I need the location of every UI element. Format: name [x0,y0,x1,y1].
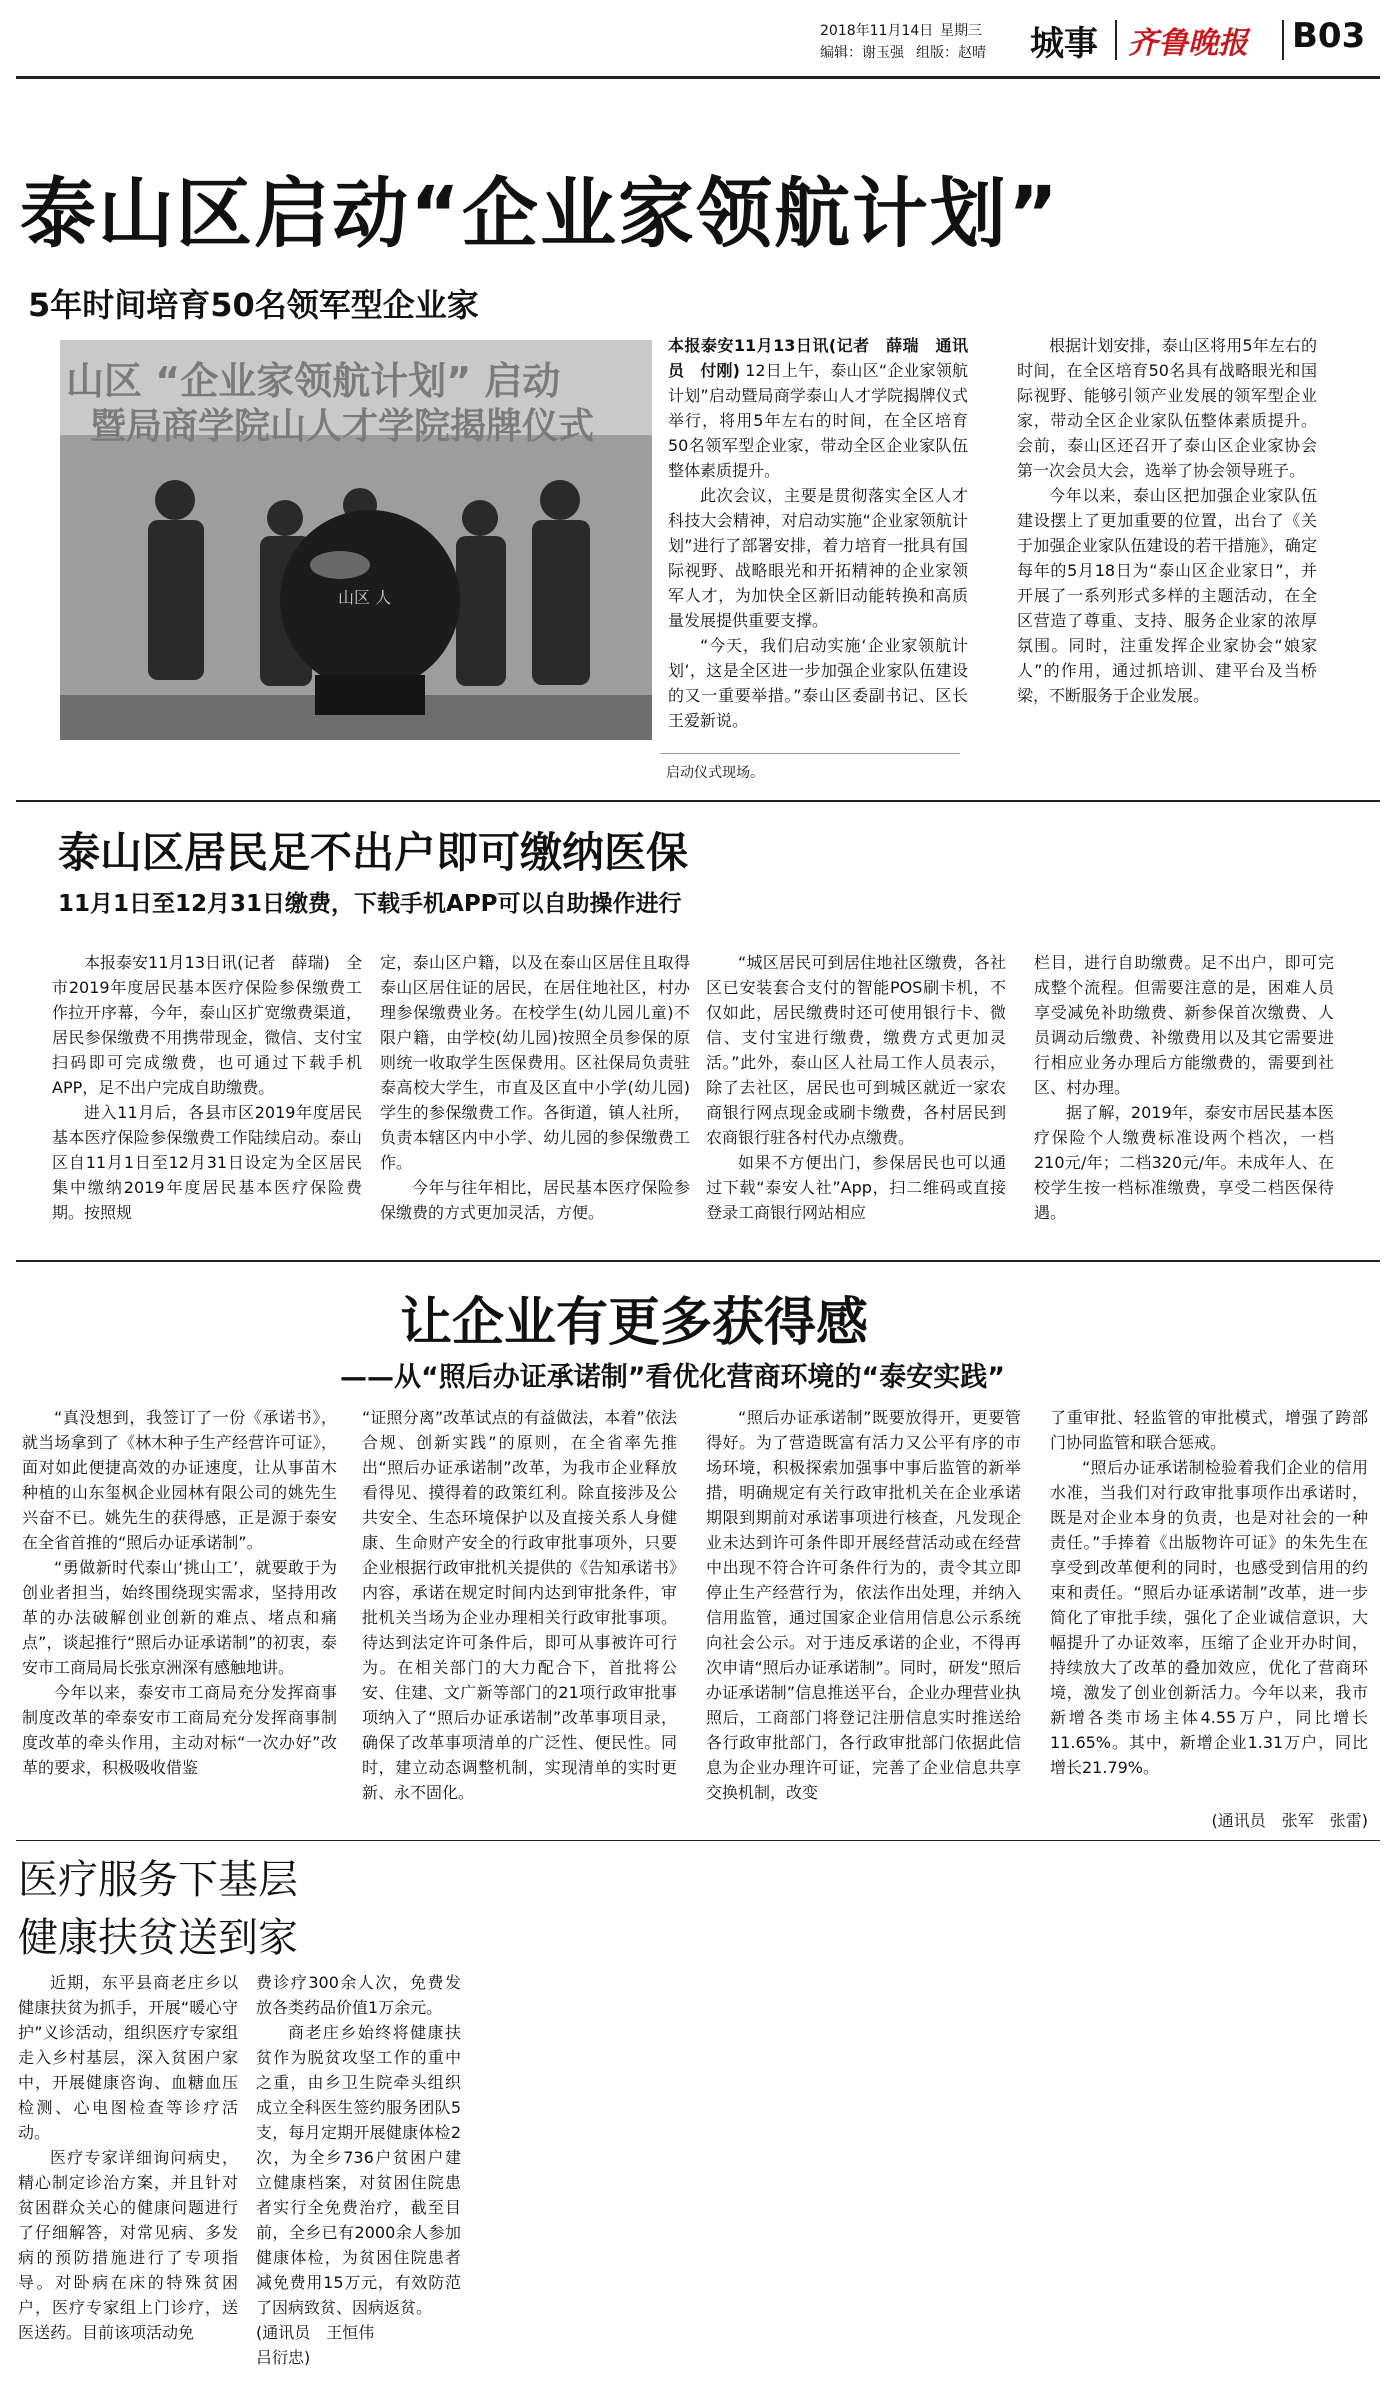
photo-caption: 启动仪式现场。 [666,765,764,781]
article3-subhead: ——从“照后办证承诺制”看优化营商环境的“泰安实践” [340,1362,1005,1393]
designer-credit: 组版：赵晴 [916,45,986,61]
article1-paragraph: 根据计划安排，泰山区将用5年左右的时间，在全区培育50名具有战略眼光和国际视野、能够引领产业发展的领军型企业家，带动全区企业家队伍整体素质提升。会前，泰山区还召开了泰山区企业家协会第一次会员大会，选举了协会领导班子。 [1017,336,1317,480]
article4-credit [256,2320,461,2370]
article2-paragraph: “城区居民可到居住地社区缴费，各社区已安装套合支付的智能POS刷卡机，不仅如此，居民缴费时还可使用银行卡、微信、支付宝进行缴费，缴费方式更加灵活。”此外，泰山区人社局工作人员表示，除了去社区，居民也可到城区就近一家农商银行网点现金或刷卡缴费，各村居民到农商银行驻各村代办点缴费。 [706,953,1006,1147]
article1-paragraph: 今年以来，泰山区把加强企业家队伍建设摆上了更加重要的位置，出台了《关于加强企业家队伍建设的若干措施》，确定每年的5月18日为“泰山区企业家日”，并开展了一系列形式多样的主题活动，在全区营造了尊重、支持、服务企业家的浓厚氛围。同时，注重发挥企业家协会“娘家人”的作用，通过抓培训、建平台及当桥梁，不断服务于企业发展。 [1017,486,1317,705]
article2-column-1 [52,950,362,1285]
article3-column-3 [706,1405,1021,1825]
masthead-divider [1115,20,1117,60]
article3-headline: 让企业有更多获得感 [400,1293,869,1353]
masthead-divider-2 [1282,20,1284,60]
section-rule-3 [16,1840,1380,1841]
article3-credit: (通讯员 张军 张雷) [1211,1811,1368,1830]
article2-column-3 [706,950,1006,1285]
article2-paragraph: 据了解，2019年，泰安市居民基本医疗保险个人缴费标准设两个档次，一档210元/年；二档320元/年。未成年人、在校学生按一档标准缴费，享受二档医保待遇。 [1034,1103,1334,1222]
article2-paragraph: 进入11月后，各县市区2019年度居民基本医疗保险参保缴费工作陆续启动。泰山区自11月1日至12月31日设定为全区居民集中缴纳2019年度居民基本医疗保险费期。按照规 [52,1103,362,1222]
section-rule-2 [16,1260,1380,1262]
section-name: 城事 [1030,24,1098,64]
article1-byline: 本报泰安11月13日讯(记者 薛瑞 通讯员 付刚) [668,336,968,380]
article4-paragraph: 近期，东平县商老庄乡以健康扶贫为抓手，开展“暖心守护”义诊活动，组织医疗专家组走入乡村基层，深入贫困户家中，开展健康咨询、血糖血压检测、心电图检查等诊疗活动。 [18,1973,238,2142]
article3-column-1 [22,1405,337,1825]
article1-column-2 [1017,333,1317,738]
article2-column-2 [380,950,690,1285]
article3-paragraph: “照后办证承诺制”既要放得开，更要管得好。为了营造既富有活力又公平有序的市场环境，积极探索加强事中事后监管的新举措，明确规定有关行政审批机关在企业承诺期限到期前对承诺事项进行核查，凡发现企业未达到许可条件即开展经营活动或在经营中出现不符合许可条件行为的，责令其立即停止生产经营行为，依法作出处理，并纳入信用监管，通过国家企业信用信息公示系统向社会公示。对于违反承诺的企业，不得再次申请“照后办证承诺制”。同时，研发“照后办证承诺制”信息推送平台，企业办理营业执照后，工商部门将登记注册信息实时推送给各行政审批部门，各行政审批部门依据此信息为企业办理许可证，完善了企业信息共享交换机制，改变 [706,1408,1021,1802]
article1-column-1 [668,333,968,738]
article3-paragraph: 了重审批、轻监管的审批模式，增强了跨部门协同监管和联合惩戒。 [1050,1408,1368,1452]
article1-paragraph: 12日上午，泰山区“企业家领航计划”启动暨局商学泰山人才学院揭牌仪式举行，将用5年左右的时间，在全区培育50名领军型企业家，带动全区企业家队伍整体素质提升。 [668,361,968,480]
photo-banner-line1: 山区 “企业家领航计划” 启动 [66,359,561,403]
article4-paragraph: 医疗专家详细询问病史，精心制定诊治方案，并且针对贫困群众关心的健康问题进行了仔细解答，对常见病、多发病的预防措施进行了专项指导。对卧病在床的特殊贫困户，医疗专家组上门诊疗，送医送药。目前该项活动免 [18,2148,238,2342]
article4-credit-line1: (通讯员 王恒伟 [256,2323,375,2342]
article3-paragraph: “照后办证承诺制检验着我们企业的信用水准，当我们对行政审批事项作出承诺时，既是对企业本身的负责，也是对社会的一种责任。”手捧着《出版物许可证》的朱先生在享受到改革便利的同时，也感受到信用的约束和责任。“照后办证承诺制”改革，进一步简化了审批手续，强化了企业诚信意识，大幅提升了办证效率，压缩了企业开办时间，持续放大了改革的叠加效应，优化了营商环境，激发了创业创新活力。今年以来，我市新增各类市场主体4.55万户，同比增长11.65%。其中，新增企业1.31万户，同比增长21.79%。 [1050,1458,1368,1777]
article3-column-4 [1050,1405,1368,1800]
caption-rule [660,753,960,754]
section-rule-1 [16,800,1380,802]
article3-column-2 [362,1405,677,1825]
issue-date: 2018年11月14日 [820,23,934,39]
article2-paragraph: 定，泰山区户籍，以及在泰山区居住且取得泰山区居住证的居民，在居住地社区，村办理参保缴费业务。在校学生(幼儿园儿童)不限户籍，由学校(幼儿园)按照全员参保的原则统一收取学生医保费用。区社保局负责驻泰高校大学生，市直及区直中小学(幼儿园)学生的参保缴费工作。各街道，镇人社所，负责本辖区内中小学、幼儿园的参保缴费工作。 [380,953,690,1172]
page-number: B03 [1292,16,1366,56]
article1-paragraph: 此次会议，主要是贯彻落实全区人才科技大会精神，对启动实施“企业家领航计划”进行了部署安排，着力培育一批具有国际视野、战略眼光和开拓精神的企业家领军人才，为加快全区新旧动能转换和高质量发展提供重要支撑。 [668,486,968,630]
article1-subhead: 5年时间培育50名领军型企业家 [28,286,479,324]
article3-paragraph: “证照分离”改革试点的有益做法，本着”依法合规、创新实践”的原则，在全省率先推出“照后办证承诺制”改革，为我市企业释放看得见、摸得着的政策红利。除直接涉及公共安全、生态环境保护以及直接关系人身健康、生命财产安全的行政审批事项外，只要企业根据行政审批机关提供的《告知承诺书》内容，承诺在规定时间内达到审批条件，审批机关当场为企业办理相关行政审批事项。待达到法定许可条件后，即可从事被许可行为。在相关部门的大力配合下，首批将公安、住建、文广新等部门的21项行政审批事项纳入了“照后办证承诺制”改革事项目录，确保了改革事项清单的广泛性、便民性。同时，建立动态调整机制，实现清单的实时更新、永不固化。 [362,1408,677,1802]
article3-paragraph: “真没想到，我签订了一份《承诺书》，就当场拿到了《林木种子生产经营许可证》，面对如此便捷高效的办证速度，让从事苗木种植的山东玺枫企业园林有限公司的姚先生兴奋不已。姚先生的获得感，正是源于泰安在全省首推的“照后办证承诺制”。 [22,1408,337,1552]
article4-column-2 [256,1970,461,2370]
article1-photo [60,340,652,740]
article2-paragraph: 如果不方便出门，参保居民也可以通过下载“泰安人社”App，扫二维码或直接登录工商银行网站相应 [706,1153,1006,1222]
article4-headline-line2: 健康扶贫送到家 [18,1915,298,1961]
masthead-rule [16,76,1380,79]
article2-headline: 泰山区居民足不出户即可缴纳医保 [58,828,689,877]
photo-ball-text: 山区 人 [338,588,392,607]
article3-paragraph: “勇做新时代泰山‘挑山工’，就要敢于为创业者担当，始终围绕现实需求，坚持用改革的办法破解创业创新的难点、堵点和痛点”，谈起推行“照后办证承诺制”的初衷，泰安市工商局局长张京洲深有感触地讲。 [22,1558,337,1677]
issue-weekday: 星期三 [940,23,982,39]
article1-headline: 泰山区启动“企业家领航计划” [20,169,1060,258]
article4-paragraph: 商老庄乡始终将健康扶贫作为脱贫攻坚工作的重中之重，由乡卫生院牵头组织成立全科医生签约服务团队5支，每月定期开展健康体检2次，为全乡736户贫困户建立健康档案，对贫困住院患者实行全免费治疗，截至目前，全乡已有2000余人参加健康体检，为贫困住院患者减免费用15万元，有效防范了因病致贫、因病返贫。 [256,2023,461,2317]
article3-paragraph: 今年以来，泰安市工商局充分发挥商事制度改革的牵泰安市工商局充分发挥商事制度改革的牵头作用，主动对标“一次办好”改革的要求，积极吸收借鉴 [22,1683,337,1777]
article4-paragraph: 费诊疗300余人次，免费发放各类药品价值1万余元。 [256,1973,461,2017]
photo-banner-line2: 暨局商学院山人才学院揭牌仪式 [90,406,595,447]
paper-logo: 齐鲁晚报 [1128,26,1248,61]
editor-credit: 编辑：谢玉强 [820,45,904,61]
article1-paragraph: “今天，我们启动实施‘企业家领航计划’，这是全区进一步加强企业家队伍建设的又一重要举措。”泰山区委副书记、区长王爱新说。 [668,636,968,730]
article2-paragraph: 今年与往年相比，居民基本医疗保险参保缴费的方式更加灵活，方便。 [380,1178,690,1222]
article2-paragraph: 本报泰安11月13日讯(记者 薛瑞) 全市2019年度居民基本医疗保险参保缴费工作拉开序幕，今年，泰山区扩宽缴费渠道，居民参保缴费不用携带现金，微信、支付宝扫码即可完成缴费，也可通过下载手机APP，足不出户完成自助缴费。 [52,953,362,1097]
article4-credit-line2: 吕衍忠) [256,2348,311,2367]
article4-column-1 [18,1970,238,2380]
article4-headline-line1: 医疗服务下基层 [18,1857,298,1903]
masthead [0,0,1395,70]
article2-column-4 [1034,950,1334,1285]
article2-paragraph: 栏目，进行自助缴费。足不出户，即可完成整个流程。但需要注意的是，困难人员享受减免补助缴费、新参保首次缴费、人员调动后缴费、补缴费用以及其它需要进行相应业务办理后方能缴费的，需要到社区、村办理。 [1034,953,1334,1097]
article2-subhead: 11月1日至12月31日缴费，下载手机APP可以自助操作进行 [58,891,682,917]
